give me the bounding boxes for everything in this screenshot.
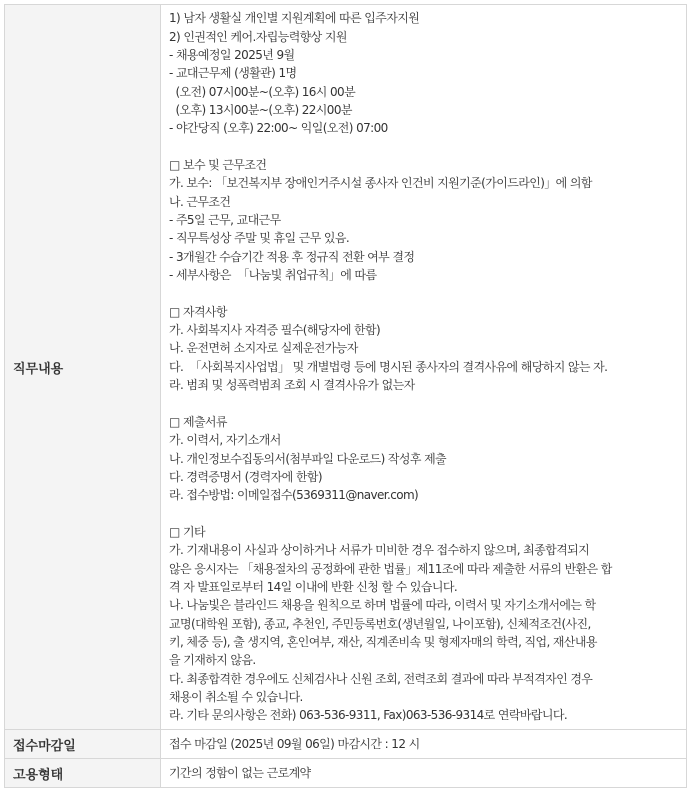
deadline-row (5, 730, 687, 759)
job-duty-line: - 채용예정일 2025년 9월 (169, 47, 295, 62)
job-duty-line: 나. 나눔빛은 블라인드 채용을 원칙으로 하며 법률에 따라, 이력서 및 자기소개서에는 학 (169, 598, 596, 613)
job-duty-line: 나. 근무조건 (169, 194, 231, 209)
job-duty-line: 2) 인권적인 케어.자립능력향상 지원 (169, 29, 347, 44)
job-duty-line: 라. 접수방법: 이메일접수(5369311@naver.com) (169, 488, 419, 503)
job-duty-line: 다. 경력증명서 (경력자에 한함) (169, 469, 322, 484)
job-duty-content (161, 5, 687, 730)
employment-type-row (5, 759, 687, 788)
row-header-job-duty: 직무내용 (5, 5, 161, 730)
job-duty-line: 다. 최종합격한 경우에도 신체검사나 신원 조회, 전력조회 결과에 따라 부적격자인 경우 (169, 671, 593, 686)
job-duty-line: 채용이 취소될 수 있습니다. (169, 690, 303, 705)
job-duty-line: 나. 운전면허 소지자로 실제운전가능자 (169, 341, 358, 356)
job-duty-line: - 주5일 근무, 교대근무 (169, 213, 281, 228)
job-duty-line: 1) 남자 생활실 개인별 지원계획에 따른 입주자지원 (169, 11, 420, 26)
deadline-content (161, 730, 687, 759)
job-duty-line: - 야간당직 (오후) 22:00~ 익일(오전) 07:00 (169, 121, 388, 136)
job-duty-line: - 세부사항은 「나눔빛 취업규칙」에 따름 (169, 268, 377, 283)
job-duty-line: 라. 기타 문의사항은 전화) 063-536-9311, Fax)063-536-9314로 연락바랍니다. (169, 708, 568, 723)
job-duty-line: 키, 체중 등), 출 생지역, 혼인여부, 재산, 직계존비속 및 형제자매의 학력, 직업, 재산내용 (169, 634, 597, 649)
job-duty-line: 가. 사회복지사 자격증 필수(해당자에 한함) (169, 323, 381, 338)
job-duty-line: - 직무특성상 주말 및 휴일 근무 있음. (169, 231, 350, 246)
job-duty-line (169, 284, 680, 302)
employment-type-text: 기간의 정함이 없는 근로계약 (169, 765, 311, 780)
job-duty-line: - 3개월간 수습기간 적용 후 정규직 전환 여부 결정 (169, 249, 415, 264)
job-duty-line: (오후) 13시00분~(오후) 22시00분 (169, 103, 352, 118)
job-duty-line: (오전) 07시00분~(오후) 16시 00분 (169, 84, 356, 99)
job-duty-line: 을 기재하지 않음. (169, 653, 256, 668)
job-duty-line: - 교대근무제 (생활관) 1명 (169, 66, 297, 81)
deadline-text: 접수 마감일 (2025년 09월 06일) 마감시간 : 12 시 (169, 736, 420, 751)
row-header-employment-type: 고용형태 (5, 759, 161, 788)
job-duty-line: □ 기타 (169, 524, 205, 539)
job-detail-table (4, 4, 687, 788)
job-duty-line: 다. 「사회복지사업법」 및 개별법령 등에 명시된 종사자의 결격사유에 해당하지 않는 자. (169, 359, 608, 374)
row-header-deadline: 접수마감일 (5, 730, 161, 759)
job-duty-line: 가. 보수: 「보건복지부 장애인거주시설 종사자 인건비 지원기준(가이드라인)」에 의함 (169, 176, 592, 191)
job-duty-line: □ 보수 및 근무조건 (169, 158, 267, 173)
job-duty-line: 라. 범죄 및 성폭력범죄 조회 시 결격사유가 없는자 (169, 378, 415, 393)
job-duty-line: 가. 기재내용이 사실과 상이하거나 서류가 미비한 경우 접수하지 않으며, 최종합격되지 (169, 543, 590, 558)
job-duty-line: 교명(대학원 포함), 종교, 추천인, 주민등록번호(생년월일, 나이포함), 신체적조건(사진, (169, 616, 591, 631)
job-duty-line: 않은 응시자는 「채용절차의 공정화에 관한 법률」제11조에 따라 제출한 서류의 반환은 합 (169, 561, 612, 576)
job-duty-line (169, 138, 680, 156)
job-duty-line: □ 제출서류 (169, 414, 227, 429)
job-duty-line: 나. 개인정보수집동의서(첨부파일 다운로드) 작성후 제출 (169, 451, 447, 466)
job-duty-line: □ 자격사항 (169, 304, 227, 319)
job-duty-line (169, 395, 680, 413)
job-duty-line (169, 505, 680, 523)
employment-type-content (161, 759, 687, 788)
job-duty-row (5, 5, 687, 730)
job-duty-line: 가. 이력서, 자기소개서 (169, 433, 281, 448)
job-duty-line: 격 자 발표일로부터 14일 이내에 반환 신청 할 수 있습니다. (169, 579, 458, 594)
